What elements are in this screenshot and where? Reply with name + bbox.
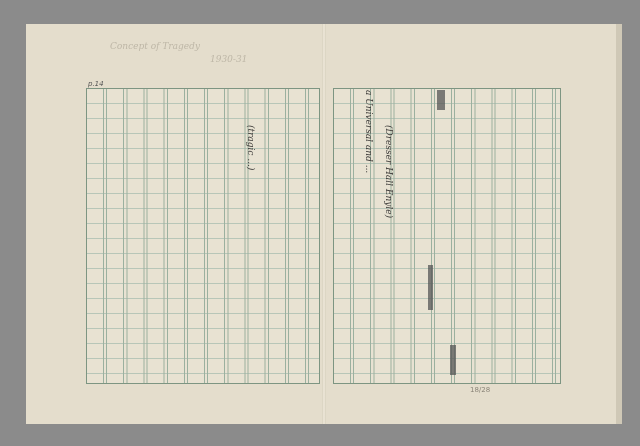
- footer-stamp: 18/28: [470, 386, 491, 394]
- manuscript-grid-left: [86, 88, 320, 384]
- ink-scribble: [437, 90, 445, 110]
- sheet-edge: [616, 24, 622, 424]
- margin-note: (Dresser Hall Enyle): [383, 125, 393, 219]
- page-fold: [322, 24, 326, 424]
- faint-note: 1930-31: [210, 55, 248, 65]
- faint-note: Concept of Tragedy: [110, 42, 200, 52]
- page-label: p.14: [88, 80, 104, 88]
- margin-note: (tragic ...): [245, 125, 255, 171]
- ink-scribble: [428, 265, 433, 310]
- ink-scribble: [450, 345, 456, 375]
- margin-note: a Universal and ...: [363, 90, 373, 174]
